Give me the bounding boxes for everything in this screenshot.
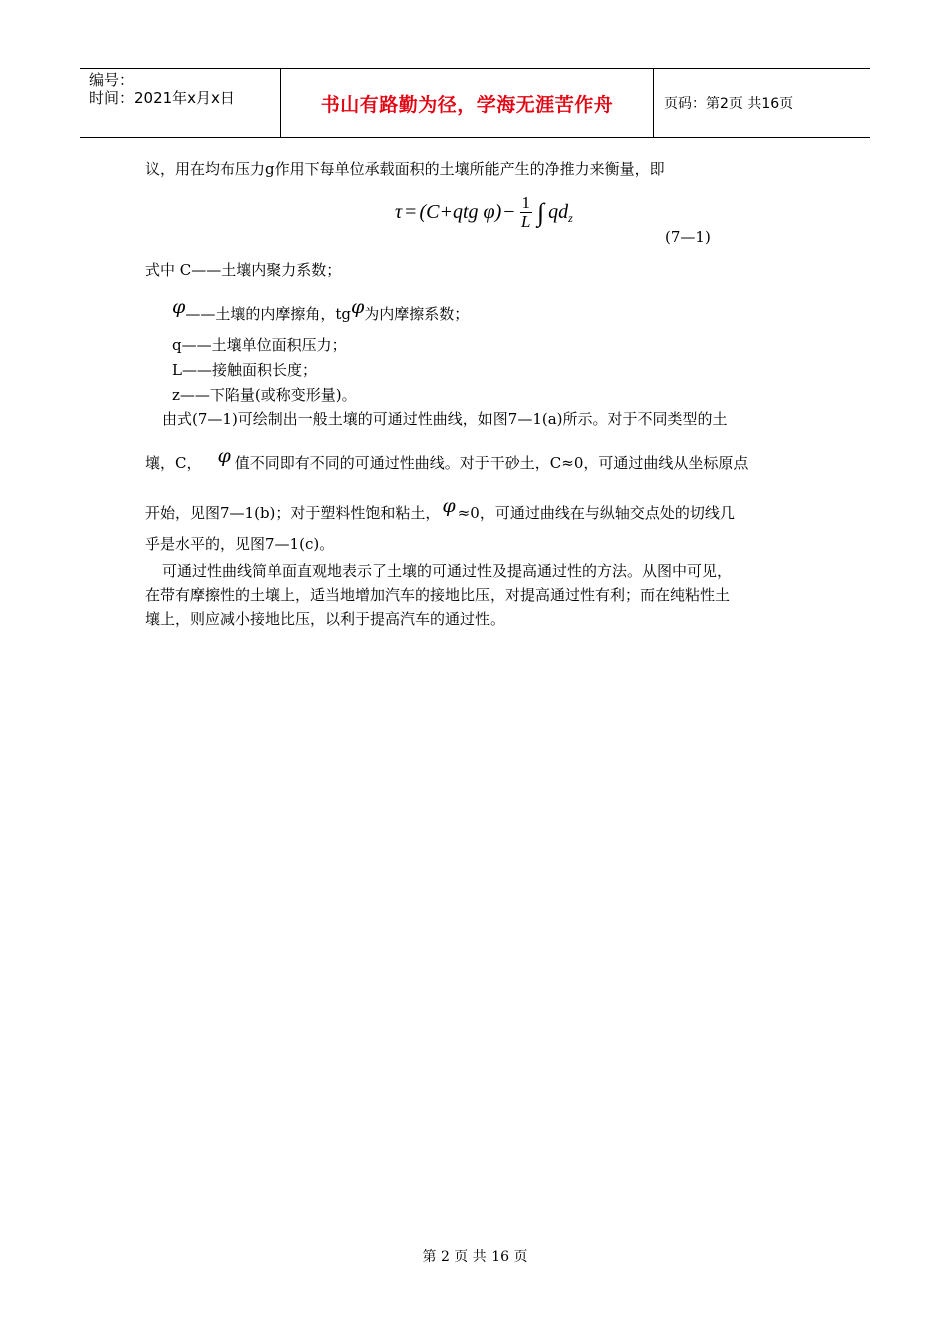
phi-symbol: φ (172, 296, 186, 318)
formula-subscript: z (568, 211, 573, 225)
header-meta-cell (80, 69, 281, 137)
phi-symbol-4: φ (442, 495, 456, 517)
motto-text: 书山有路勤为径，学海无涯苦作舟 (320, 93, 614, 116)
page-footer: 第 2 页 共 16 页 (422, 1249, 528, 1265)
fraction-denominator: L (521, 212, 531, 231)
phi-definition-b: 为内摩擦系数； (364, 305, 470, 323)
para2-line-2b: 值不同即有不同的可通过性曲线。对于干砂土，C≈0，可通过曲线从坐标原点 (234, 454, 749, 472)
para3-line-1: 可通过性曲线简单面直观地表示了土壤的可通过性及提高通过性的方法。从图中可见， (162, 562, 733, 580)
para2-line-2 (145, 445, 749, 474)
page-label: 页码：第2页 共16页 (664, 96, 794, 112)
formula-integrand: qd (548, 201, 569, 223)
equation-number: (7—1) (665, 228, 711, 246)
number-label: 编号： (89, 71, 135, 89)
body-line-1: 议，用在均布压力g作用下每单位承载面积的土壤所能产生的净推力来衡量，即 (145, 160, 665, 178)
fraction-numerator: 1 (521, 193, 531, 212)
formula-tau: τ (395, 201, 403, 223)
where-line: 式中 C——土壤内聚力系数； (145, 261, 342, 279)
phi-definition (172, 296, 470, 325)
para2-line-4: 乎是水平的，见图7—1(c)。 (145, 535, 335, 553)
phi-symbol-3: φ (217, 445, 231, 467)
phi-symbol-2: φ (350, 296, 365, 318)
para3-line-3: 壤上，则应减小接地比压，以利于提高汽车的通过性。 (145, 610, 506, 628)
para2-line-3b: ≈0，可通过曲线在与纵轴交点处的切线几 (457, 504, 735, 522)
time-label: 时间：2021年x月x日 (89, 89, 235, 107)
formula-minus: − (503, 201, 515, 223)
L-definition: L——接触面积长度； (172, 361, 317, 379)
q-definition: q——土壤单位面积压力； (172, 336, 347, 354)
header-page-cell (654, 69, 870, 137)
header-motto-cell (281, 69, 654, 137)
integral-symbol: ∫ (537, 197, 545, 227)
phi-definition-a: ——土壤的内摩擦角，tg (185, 305, 351, 323)
para3-line-2: 在带有摩擦性的土壤上，适当地增加汽车的接地比压，对提高通过性有利；而在纯粘性土 (145, 586, 731, 604)
header-table (80, 68, 870, 138)
z-definition: z——下陷量(或称变形量)。 (172, 386, 357, 404)
para2-line-2a: 壤，C， (145, 454, 202, 472)
formula-paren: (C+qtg φ) (419, 201, 502, 223)
formula-7-1 (395, 194, 573, 231)
formula-equals: = (405, 201, 417, 223)
para2-line-3a: 开始，见图7—1(b)；对于塑料性饱和粘土， (145, 504, 441, 522)
formula-fraction (520, 194, 533, 231)
para2-line-3 (145, 495, 735, 524)
para2-line-1: 由式(7—1)可绘制出一般土壤的可通过性曲线，如图7—1(a)所示。对于不同类型的土 (162, 410, 728, 428)
